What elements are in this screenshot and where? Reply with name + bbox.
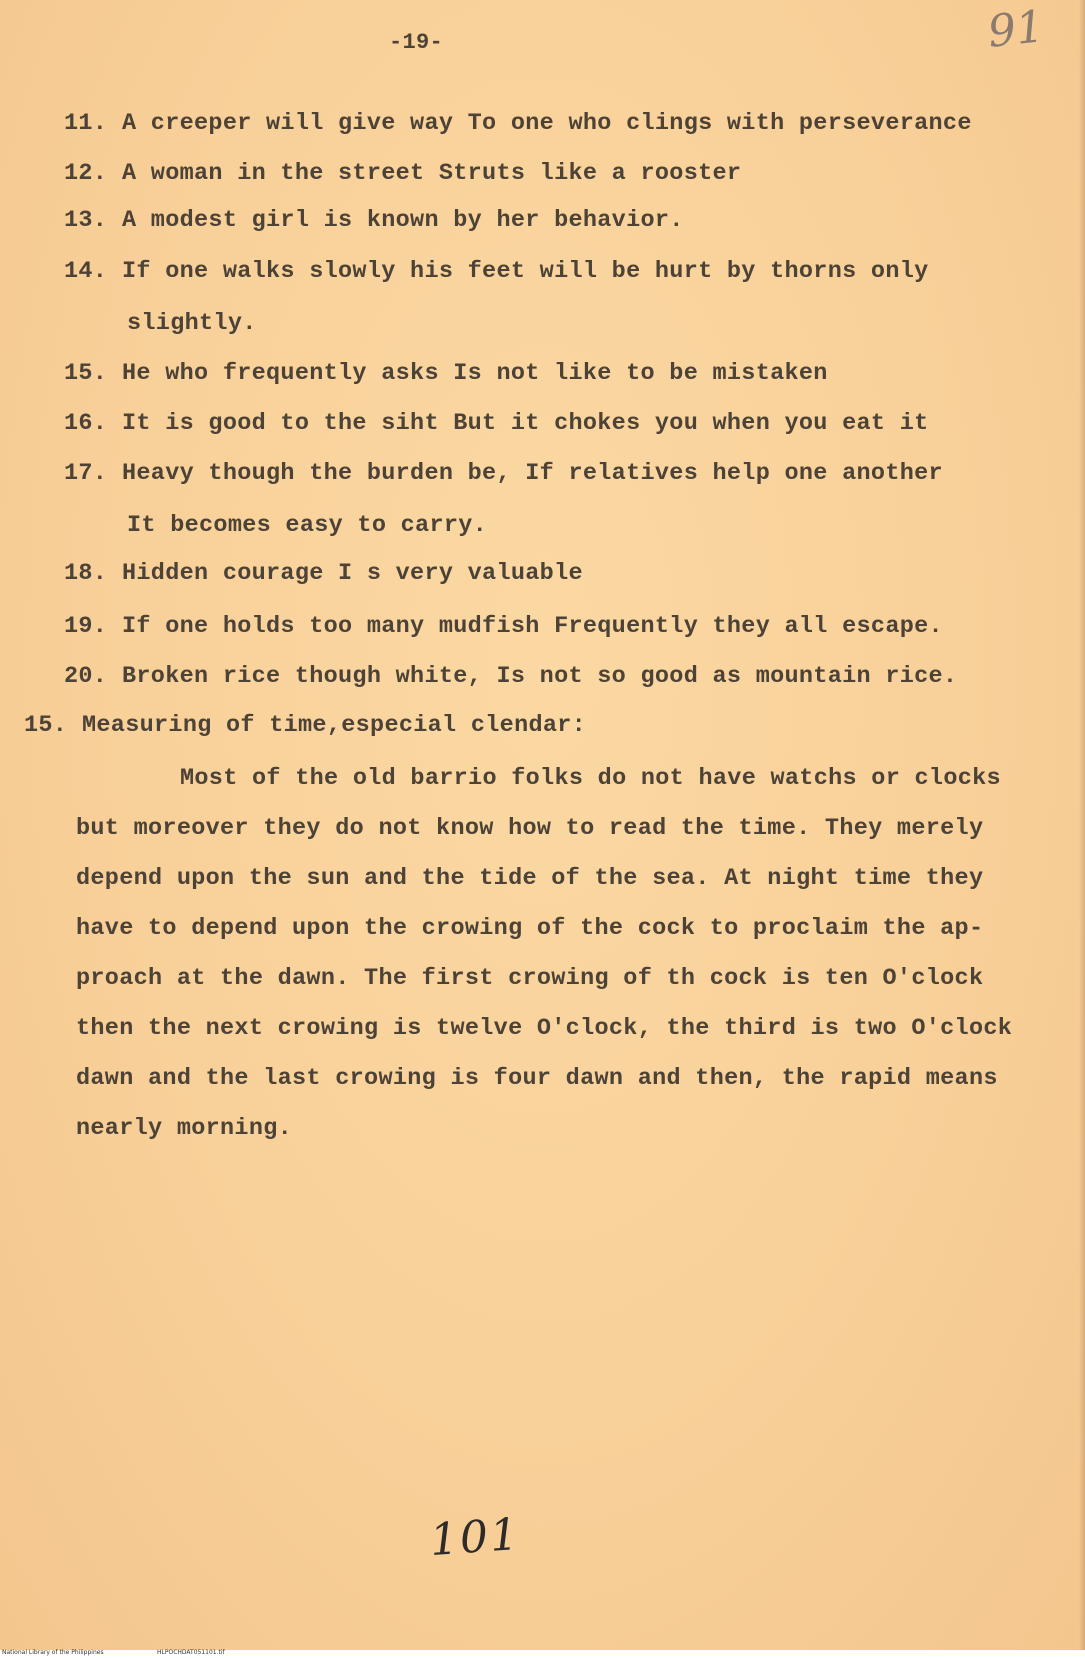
proverb-line: [64, 110, 972, 137]
proverb-line: [64, 560, 583, 587]
proverb-text: He who frequently asks Is not like to be mistaken: [122, 360, 828, 387]
paragraph-line: have to depend upon the crowing of the cock to proclaim the ap-: [76, 915, 984, 942]
proverb-text: A creeper will give way To one who clings with perseverance: [122, 110, 972, 137]
proverb-line: [64, 258, 929, 285]
paragraph-line: Most of the old barrio folks do not have watchs or clocks: [180, 765, 1001, 792]
paragraph-line: then the next crowing is twelve O'clock, the third is two O'clock: [76, 1015, 1013, 1042]
footer-library: National Library of the Philippines: [2, 1649, 104, 1656]
proverb-text: A woman in the street Struts like a rooster: [122, 160, 742, 187]
proverb-number: 18.: [64, 560, 108, 587]
proverb-line: [64, 613, 943, 640]
proverb-number: 11.: [64, 110, 108, 137]
section-title: Measuring of time,especial clendar:: [82, 712, 587, 739]
proverb-text: If one holds too many mudfish Frequently they all escape.: [122, 613, 943, 640]
proverb-line: [64, 460, 943, 487]
paragraph-line: but moreover they do not know how to read the time. They merely: [76, 815, 984, 842]
proverb-line: [64, 360, 828, 387]
page-edge-shadow: [1079, 0, 1085, 1650]
proverb-number: 16.: [64, 410, 108, 437]
proverb-number: 14.: [64, 258, 108, 285]
proverb-text: A modest girl is known by her behavior.: [122, 207, 684, 234]
paragraph-line: dawn and the last crowing is four dawn and then, the rapid means: [76, 1065, 998, 1092]
proverb-text: If one walks slowly his feet will be hurt by thorns only: [122, 258, 929, 285]
proverb-line: [64, 410, 929, 437]
section-heading: [24, 712, 586, 739]
proverb-continuation: slightly.: [127, 310, 257, 337]
proverb-line: [64, 663, 957, 690]
proverb-number: 13.: [64, 207, 108, 234]
proverb-text: Heavy though the burden be, If relatives help one another: [122, 460, 943, 487]
page-number: -19-: [389, 30, 444, 55]
proverb-line: [64, 207, 684, 234]
footer-filename: HLPOCHDAT051101.tif: [157, 1649, 225, 1656]
proverb-text: Hidden courage I s very valuable: [122, 560, 583, 587]
proverb-number: 12.: [64, 160, 108, 187]
proverb-continuation: It becomes easy to carry.: [127, 512, 488, 539]
proverb-text: Broken rice though white, Is not so good as mountain rice.: [122, 663, 958, 690]
handwritten-page-number: 101: [428, 1508, 522, 1567]
paragraph-line: depend upon the sun and the tide of the sea. At night time they: [76, 865, 984, 892]
proverb-number: 15.: [64, 360, 108, 387]
proverb-text: It is good to the siht But it chokes you when you eat it: [122, 410, 929, 437]
paragraph-line: nearly morning.: [76, 1115, 293, 1142]
proverb-line: [64, 160, 741, 187]
proverb-number: 19.: [64, 613, 108, 640]
section-number: 15.: [24, 712, 68, 739]
paragraph-line: proach at the dawn. The first crowing of th cock is ten O'clock: [76, 965, 984, 992]
proverb-number: 20.: [64, 663, 108, 690]
proverb-number: 17.: [64, 460, 108, 487]
handwritten-folio-number: 91: [985, 1, 1047, 58]
